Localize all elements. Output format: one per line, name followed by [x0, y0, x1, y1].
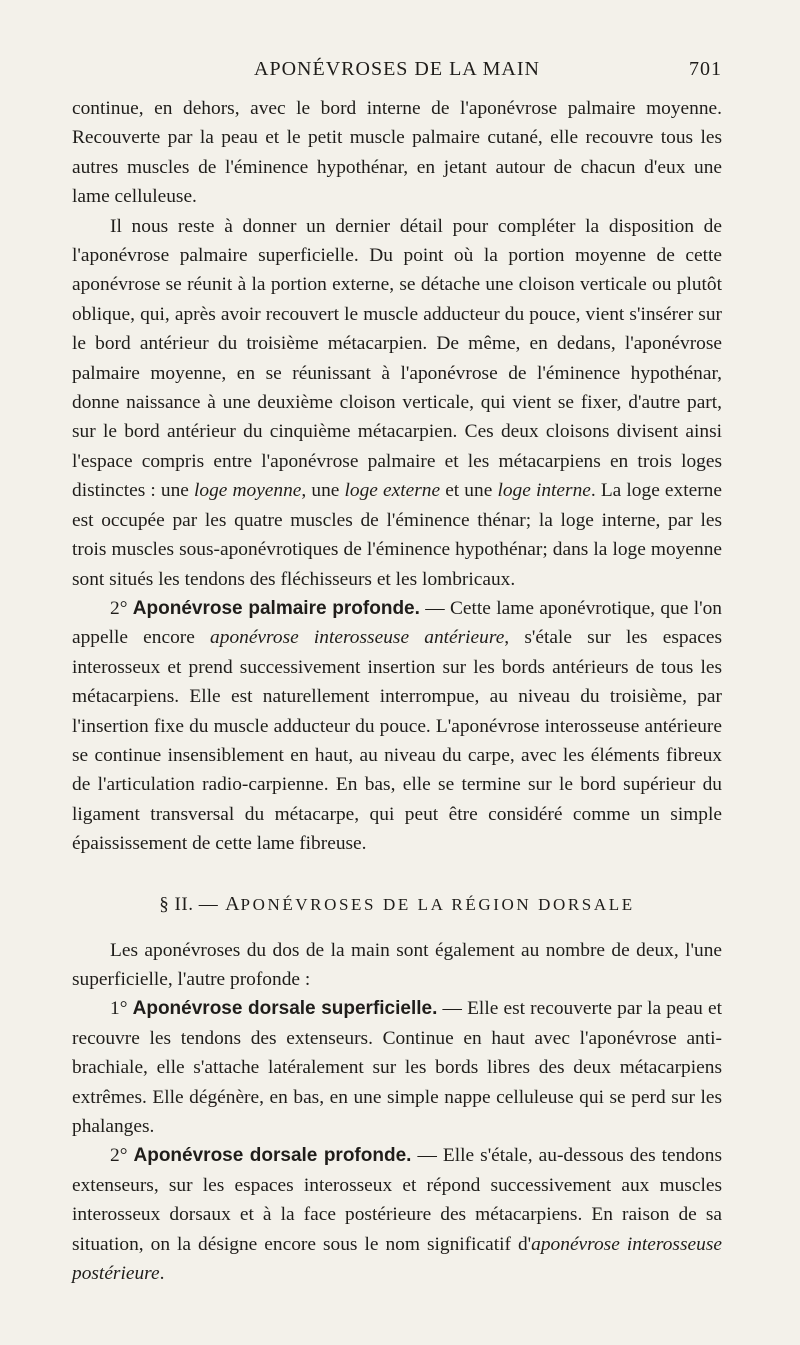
- paragraph-dorsale-profonde: [72, 1141, 722, 1288]
- item-number: 2°: [110, 1145, 128, 1167]
- section-title-text: PONÉVROSES DE LA RÉGION DORSALE: [240, 894, 635, 914]
- emphasis-term: aponévrose interosseuse antérieure: [210, 627, 505, 649]
- running-title: APONÉVROSES DE LA MAIN: [254, 58, 540, 80]
- paragraph-text: — Elle s'étale, au-dessous des tendons extenseurs, sur les espaces interosseux et répond successivement aux muscles interosseux dorsaux et à la face postérieure des métacarpiens. En raison de sa situation, on la désigne encore sous le nom significatif d': [72, 1145, 722, 1255]
- emphasis-term: aponévrose interosseuse postérieure: [72, 1233, 722, 1285]
- paragraph-text: Les aponévroses du dos de la main sont également au nombre de deux, l'une superficielle, l'autre profonde :: [72, 939, 722, 990]
- paragraph-palmaire-profonde: [72, 594, 722, 859]
- paragraph-cloisons: [72, 212, 722, 594]
- paragraph-text: continue, en dehors, avec le bord interne de l'aponévrose palmaire moyenne. Recouverte par la peau et le petit muscle palmaire cutané, elle recouvre tous les autres muscles de l'éminence hypothénar, en jetant autour de chacun d'eux une lame celluleuse.: [72, 98, 722, 208]
- paragraph-intro-dorsale: [72, 936, 722, 995]
- item-number: 1°: [110, 998, 128, 1020]
- section-heading: [72, 893, 722, 916]
- subsection-heading: Aponévrose palmaire profonde.: [132, 597, 420, 619]
- paragraph-text: — Elle est recouverte par la peau et recouvre les tendons des extenseurs. Continue en haut avec l'aponévrose anti-brachiale, elle s'attache latéralement sur les bords libres des deux métacarpiens extrêmes. Elle dégénère, en bas, en une simple nappe celluleuse qui se perd sur les phalanges.: [72, 998, 722, 1137]
- running-head: [72, 58, 722, 94]
- paragraph-text: et une: [440, 480, 498, 502]
- emphasis-loge-moyenne: loge moyenne: [194, 480, 302, 502]
- paragraph-dorsale-superficielle: [72, 994, 722, 1141]
- item-number: 2°: [110, 597, 128, 619]
- emphasis-loge-interne: loge interne: [497, 480, 591, 502]
- paragraph-text: , une: [301, 480, 345, 502]
- page-number: 701: [689, 58, 722, 80]
- section-initial: A: [225, 892, 241, 915]
- paragraph-text: Il nous reste à donner un dernier détail pour compléter la disposition de l'aponévrose palmaire superficielle. Du point où la portion moyenne de cette aponévrose se réunit à la portion externe, se détache une cloison verticale ou plutôt oblique, qui, après avoir recouvert le muscle adducteur du pouce, vient s'insérer sur le bord antérieur du troisième métacarpien. De même, en dedans, l'aponévrose palmaire moyenne, en se réunissant à l'aponévrose de l'éminence hypothénar, donne naissance à une deuxième cloison verticale, qui vient se fixer, d'autre part, sur le bord antérieur du cinquième métacarpien. Ces deux cloisons divisent ainsi l'espace compris entre l'aponévrose palmaire et les métacarpiens en trois loges distinctes : une: [72, 215, 722, 502]
- subsection-heading: Aponévrose dorsale profonde.: [133, 1145, 412, 1167]
- paragraph-text: . La loge externe est occupée par les quatre muscles de l'éminence thénar; la loge interne, par les trois muscles sous-aponévrotiques de l'éminence hypothénar; dans la loge moyenne sont situés les tendons des fléchisseurs et les lombricaux.: [72, 480, 722, 590]
- page: [72, 58, 722, 1288]
- section-prefix: § II. —: [159, 893, 219, 915]
- paragraph-text: — Cette lame aponévrotique, que l'on appelle encore: [72, 597, 722, 649]
- subsection-heading: Aponévrose dorsale superficielle.: [132, 998, 438, 1020]
- paragraph-text: , s'étale sur les espaces interosseux et prend successivement insertion sur les bords antérieurs de tous les métacarpiens. Elle est naturellement interrompue, au niveau du troisième, par l'insertion fixe du muscle adducteur du pouce. L'aponévrose interosseuse antérieure se continue insensiblement en haut, au niveau du carpe, avec les éléments fibreux de l'articulation radio-carpienne. En bas, elle se termine sur le bord supérieur du ligament transversal du métacarpe, qui peut être considéré comme un simple épaississement de cette lame fibreuse.: [72, 627, 722, 855]
- paragraph-text: .: [159, 1263, 165, 1285]
- paragraph-continuation: [72, 94, 722, 212]
- emphasis-loge-externe: loge externe: [344, 480, 441, 502]
